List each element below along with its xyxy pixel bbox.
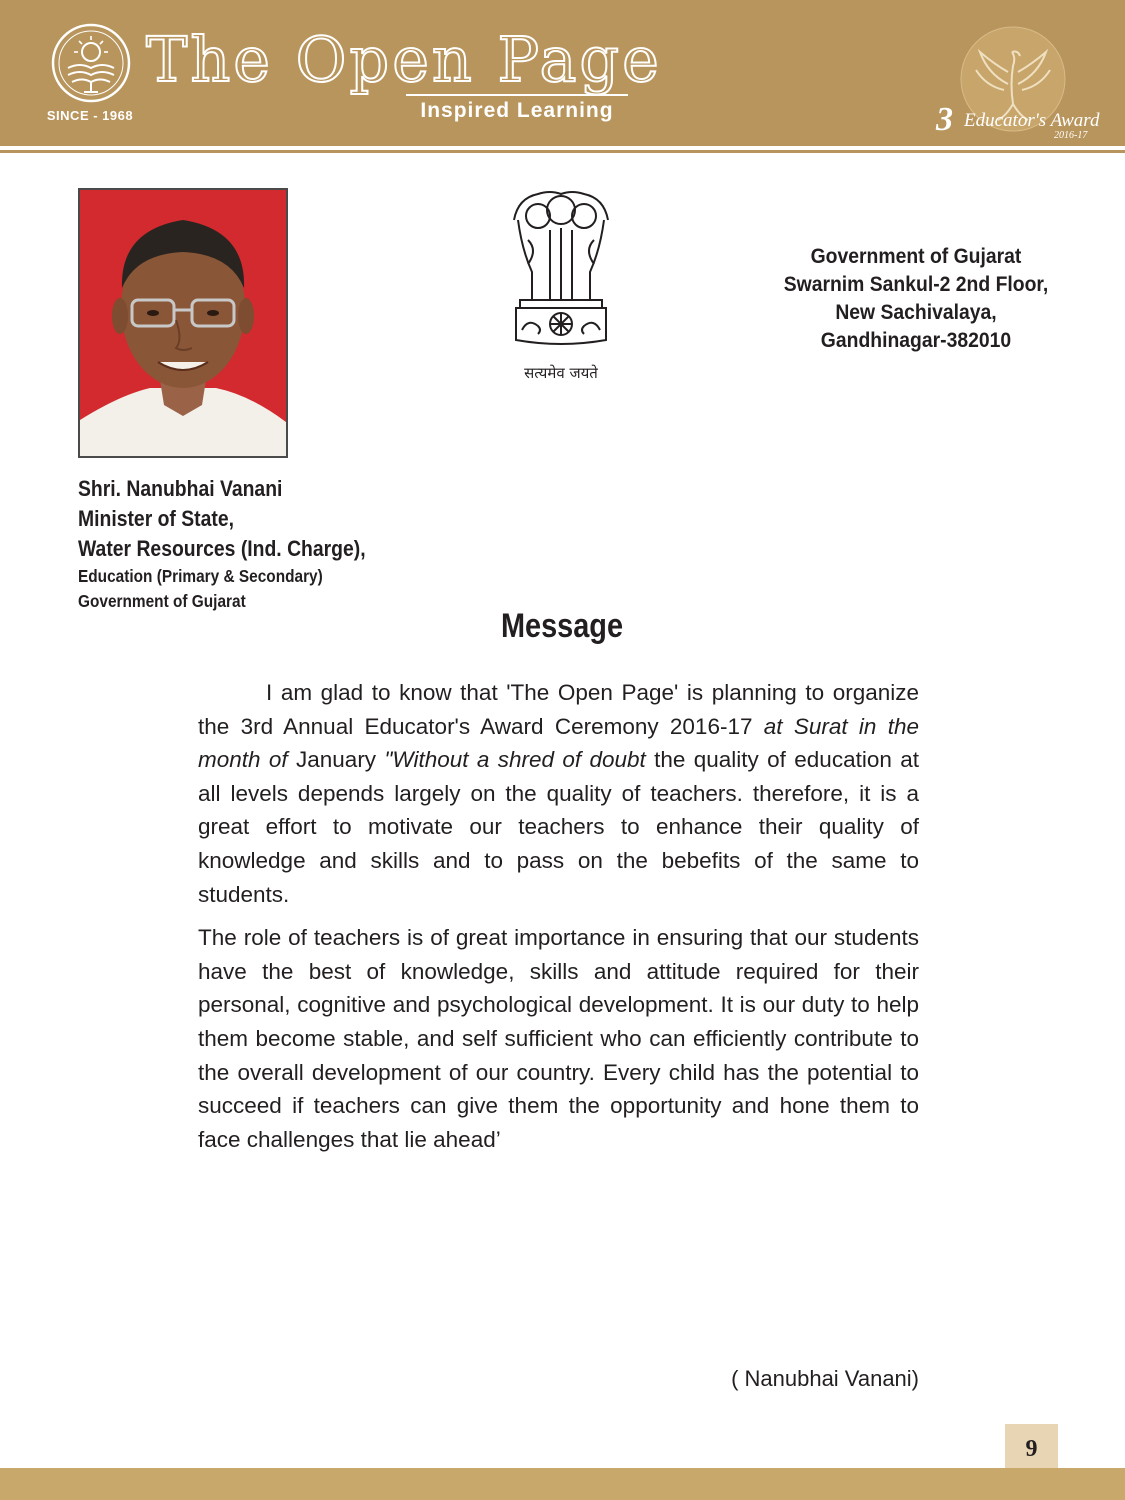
message-text: January bbox=[296, 747, 385, 773]
minister-portfolio: Water Resources (Ind. Charge), bbox=[78, 536, 366, 561]
since-label: SINCE - 1968 bbox=[46, 108, 134, 123]
minister-name: Shri. Nanubhai Vanani bbox=[78, 476, 283, 501]
message-paragraph-1 bbox=[198, 676, 919, 911]
address-line: Gandhinagar-382010 bbox=[820, 328, 1012, 352]
national-emblem-icon bbox=[498, 180, 624, 386]
address-line: Government of Gujarat bbox=[810, 244, 1022, 268]
message-body bbox=[198, 676, 919, 1156]
address-line: Swarnim Sankul-2 2nd Floor, bbox=[783, 272, 1049, 296]
publication-logo-icon bbox=[50, 22, 132, 104]
header-underline bbox=[0, 150, 1125, 153]
footer-band bbox=[0, 1468, 1125, 1500]
brand-title: The Open Page bbox=[146, 23, 662, 96]
portrait-icon bbox=[80, 190, 286, 456]
address-line: New Sachivalaya, bbox=[835, 300, 997, 324]
message-paragraph-2: The role of teachers is of great importance in ensuring that our students have the best of knowledge, skills and attitude required for their personal, cognitive and psychological development. It is our duty to help them become stable, and self sufficient who can efficiently contribute to the overall development of our country. Every child has the potential to succeed if teachers can give them the opportunity and hone them to face challenges that lie ahead’ bbox=[198, 925, 919, 1152]
office-address bbox=[767, 242, 1066, 354]
signature: ( Nanubhai Vanani) bbox=[731, 1366, 919, 1391]
message-quote: "Without a shred of doubt bbox=[384, 747, 646, 773]
message-text: the quality of education at all levels depends largely on the quality of teachers. therefore, it is a great effort to motivate our teachers to enhance their quality of knowledge and skills and to pass on the bebefits of the same to students. bbox=[198, 747, 919, 907]
emblem-motto: सत्यमेव जयते bbox=[524, 364, 598, 382]
message-heading: Message bbox=[500, 607, 624, 645]
minister-photo bbox=[78, 188, 288, 458]
minister-details bbox=[78, 474, 366, 614]
brand-tagline: Inspired Learning bbox=[406, 94, 628, 124]
page-number: 9 bbox=[1005, 1424, 1058, 1468]
minister-government: Government of Gujarat bbox=[78, 591, 246, 611]
message-italic-text: at Surat in the month of bbox=[198, 713, 919, 773]
award-label: Educator's Award bbox=[964, 110, 1100, 131]
minister-portfolio-education: Education (Primary & Secondary) bbox=[78, 566, 323, 586]
message-text: I am glad to know that 'The Open Page' is planning to organize the 3rd Annual Educator's Award Ceremony 2016-17 bbox=[198, 680, 919, 739]
award-number: 3 bbox=[936, 101, 953, 138]
minister-title: Minister of State, bbox=[78, 506, 234, 531]
award-year: 2016-17 bbox=[1054, 130, 1088, 141]
